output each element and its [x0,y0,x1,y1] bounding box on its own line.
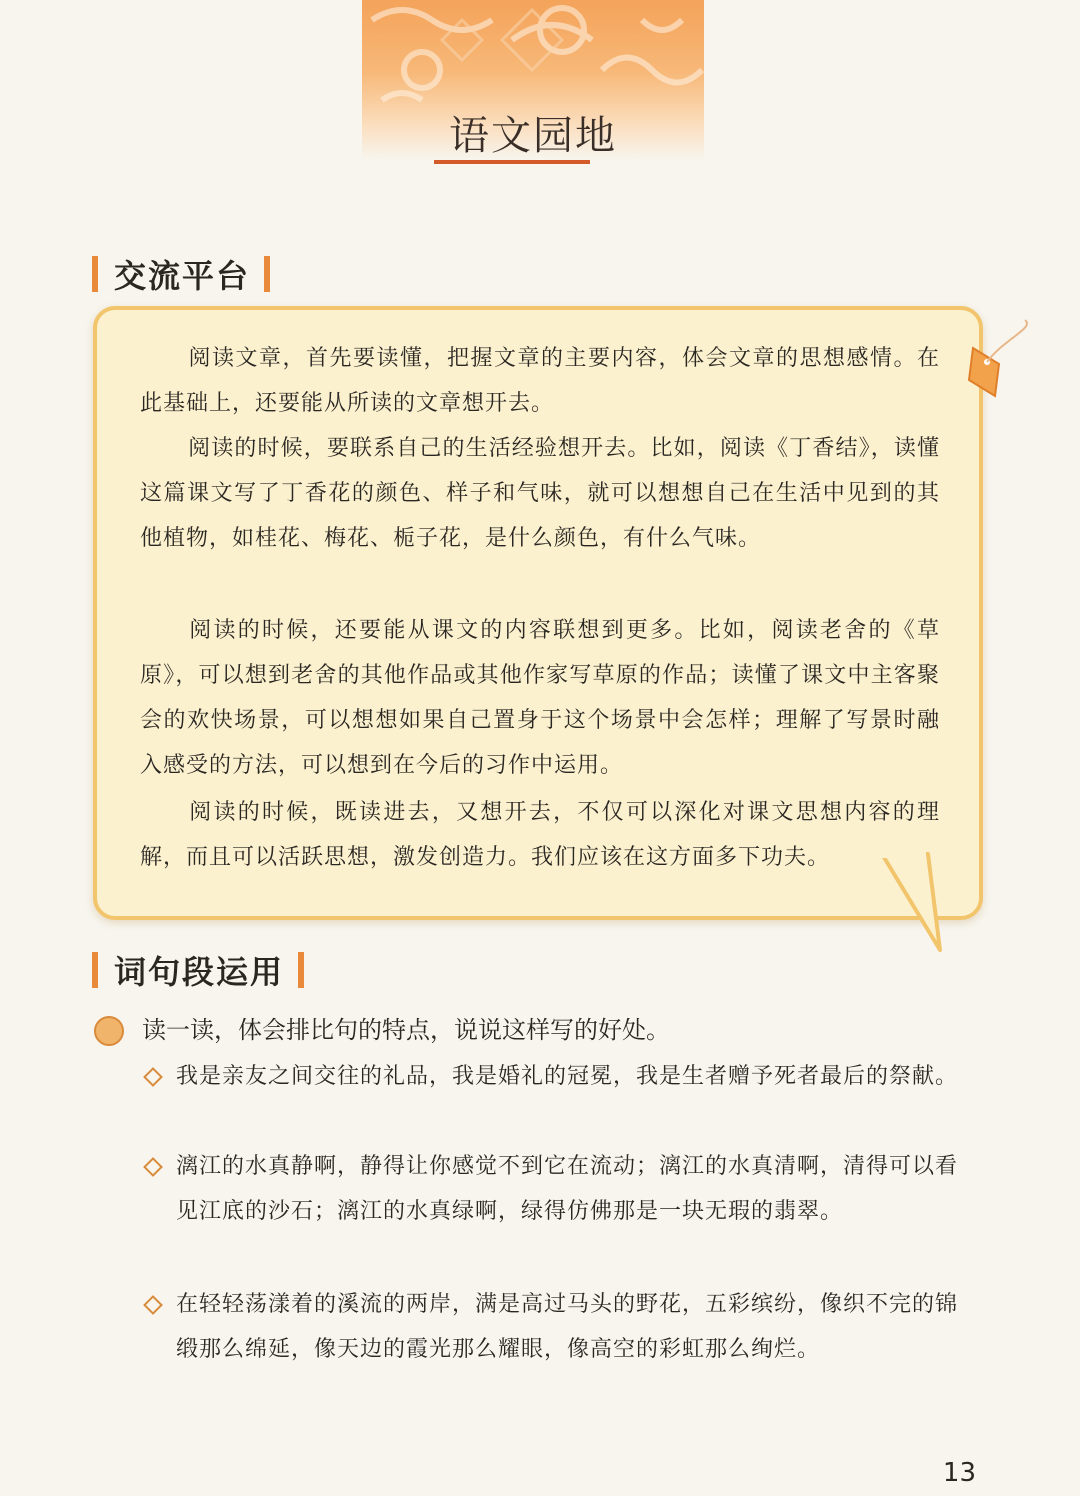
diamond-bullet-icon [143,1295,163,1315]
paragraph-text: 阅读的时候，既读进去，又想开去，不仅可以深化对课文思想内容的理解，而且可以活跃思想，激发创造力。我们应该在这方面多下功夫。 [140,800,940,870]
paragraph-text: 阅读的时候，还要能从课文的内容联想到更多。比如，阅读老舍的《草原》，可以想到老舍的其他作品或其他作家写草原的作品；读懂了课文中主客聚会的欢快场景，可以想想如果自己置身于这个场景中会怎样；理解了写景时融入感受的方法，可以想到在今后的习作中运用。 [140,618,940,778]
page-number: 13 [942,1458,976,1488]
heading-bar-right [264,256,270,292]
heading-bar-right [298,952,304,988]
diamond-bullet-icon [143,1157,163,1177]
example-text: 漓江的水真静啊，静得让你感觉不到它在流动；漓江的水真清啊，清得可以看见江底的沙石；漓江的水真绿啊，绿得仿佛那是一块无瑕的翡翠。 [176,1154,959,1224]
bookmark-tag-icon [965,318,1035,408]
paragraph-1 [140,336,940,426]
paragraph-3 [140,608,940,788]
page-title: 语文园地 [449,113,617,159]
section-heading-usage [92,948,304,992]
paragraph-2 [140,426,940,561]
paragraph-text: 阅读文章，首先要读懂，把握文章的主要内容，体会文章的思想感情。在此基础上，还要能从所读的文章想开去。 [140,346,940,416]
example-text: 我是亲友之间交往的礼品，我是婚礼的冠冕，我是生者赠予死者最后的祭献。 [176,1064,959,1089]
section-heading-exchange [92,252,270,296]
example-item-1 [146,1054,976,1099]
exercise-prompt: 读一读，体会排比句的特点，说说这样写的好处。 [142,1016,670,1044]
paragraph-text: 阅读的时候，要联系自己的生活经验想开去。比如，阅读《丁香结》，读懂这篇课文写了丁香花的颜色、样子和气味，就可以想想自己在生活中见到的其他植物，如桂花、梅花、栀子花，是什么颜色，有什么气味。 [140,436,940,551]
paragraph-4 [140,790,940,880]
example-item-3 [146,1282,976,1372]
heading-bar-left [92,952,98,988]
heading-bar-left [92,256,98,292]
example-item-2 [146,1144,976,1234]
section-heading-label: 词句段运用 [114,953,285,991]
header-banner [362,0,704,160]
diamond-bullet-icon [143,1067,163,1087]
title-underline [434,160,590,164]
example-text: 在轻轻荡漾着的溪流的两岸，满是高过马头的野花，五彩缤纷，像织不完的锦缎那么绵延，像天边的霞光那么耀眼，像高空的彩虹那么绚烂。 [176,1292,959,1362]
exercise-number-icon [94,1016,124,1046]
section-heading-label: 交流平台 [114,257,251,295]
